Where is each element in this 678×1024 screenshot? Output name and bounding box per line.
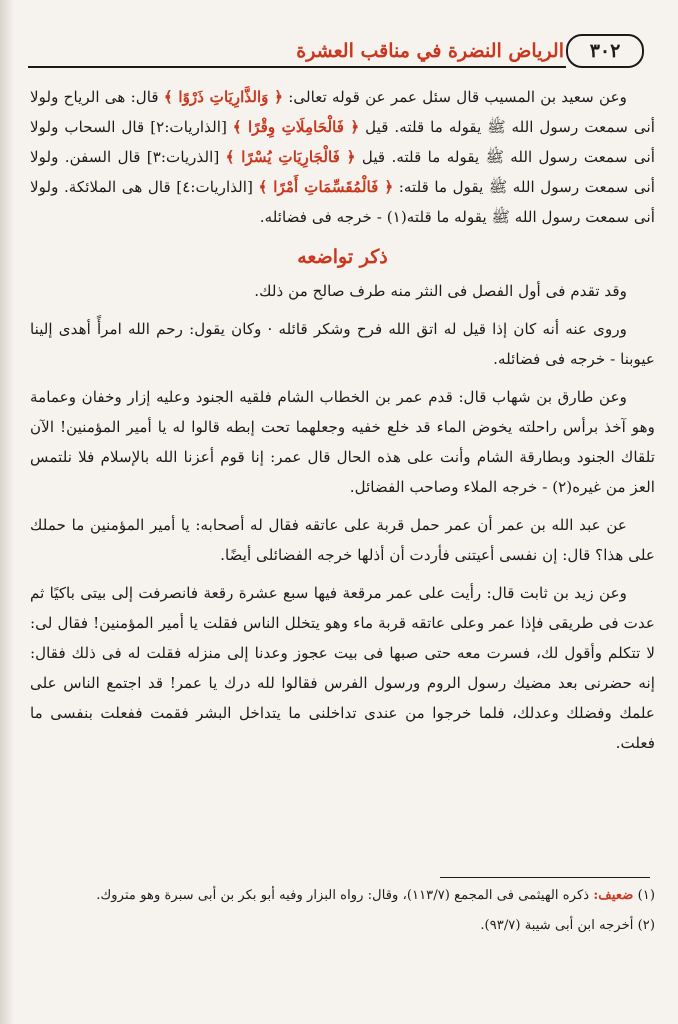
text-segment: قال: هى الرياح ولولا أنى سمعت رسول الله ﷺ يقوله ما قلته. قيل [30,88,655,136]
footnote-text: أخرجه ابن أبى شيبة (٩٣/٧). [480,918,638,933]
paragraph: عن عبد الله بن عمر أن عمر حمل قربة على عاتقه فقال له أصحابه: يا أمير المؤمنين ما حملك على هذا؟ قال: إن نفسى أعيتنى فأردت أن أذلها خرجه الفضائلى أيضًا. [30,516,655,564]
text-segment: وعن سعيد بن المسيب قال سئل عمر عن قوله تعالى: [283,88,627,106]
text-segment: [الذاريات:٤] قال هى الملائكة. ولولا أنى سمعت رسول الله ﷺ يقوله ما قلته(١) - خرجه فى فضائله. [30,178,655,226]
paragraph: وعن زيد بن ثابت قال: رأيت على عمر مرقعة فيها سبع عشرة رقعة فانصرفت إلى بيتى باكيًا ثم عدت فى طريقى فإذا عمر وعلى عاتقه قربة ماء وهو يتخلل الناس فقلت يا أمير المؤمنين! فقال لى: لا تتكلم وأقول لك، فسرت معه حتى صبها فى بيت عجوز وعدنا إلى منزله فقلت له فى ذلك فقال: إنه حضرنى بعد مضيك رسول الروم ورسول الفرس فقالوا لله درك يا عمر! قد اجتمع الناس على علمك وفضلك وعدلك، فلما خرجوا من عندى تداخلنى ما يتداخل البشر فقمت ففعلت بنفسى ما فعلت. [30,584,655,752]
footnote-1 [30,884,655,908]
page-spine-shadow [0,0,14,1024]
quran-verse: ﴿ وَالذَّارِيَاتِ ذَرْوًا ﴾ [163,88,284,106]
running-title: الرياض النضرة في مناقب العشرة [296,40,564,62]
quran-verse: ﴿ فَالْحَامِلَاتِ وِقْرًا ﴾ [232,118,360,136]
page-number: ٣٠٢ [566,34,644,68]
footnote-number: (٢) [637,918,655,933]
page-header [28,34,650,74]
header-rule [28,66,566,68]
paragraph: وروى عنه أنه كان إذا قيل له اتق الله فرح وشكر قائله · وكان يقول: رحم الله امرأً أهدى إلينا عيوبنا - خرجه فى فضائله. [30,320,655,368]
paragraph-dhariyat [30,82,655,232]
text-segment: [الذريات:٣] قال السفن. ولولا أنى سمعت رسول الله ﷺ يقول ما قلته: [30,148,655,196]
footnote-rule [440,877,650,878]
footnote-grade: ضعيف: [593,888,634,903]
page-body [30,82,655,766]
footnote-2 [30,914,655,938]
text-segment: [الذاريات:٢] قال السحاب ولولا أنى سمعت رسول الله ﷺ يقوله ما قلته. قيل [30,118,655,166]
paragraph: وعن طارق بن شهاب قال: قدم عمر بن الخطاب الشام فلقيه الجنود وعليه إزار وخفان وعمامة وهو آخذ برأس راحلته يخوض الماء قد خلع خفيه وجعلهما تحت إبطه قالوا له يا أمير المؤمنين! الآن تلقاك الجنود وبطارقة الشام وأنت على هذه الحال قال عمر: إنا قوم أعزنا الله بالإسلام فلا نلتمس العز من غيره(٢) - خرجه الملاء وصاحب الفضائل. [30,388,655,496]
footnote-number: (١) [637,888,655,903]
paragraph: وقد تقدم فى أول الفصل فى النثر منه طرف صالح من ذلك. [254,282,627,300]
quran-verse: ﴿ فَالْجَارِيَاتِ يُسْرًا ﴾ [225,148,356,166]
section-heading: ذكر تواضعه [297,246,388,268]
footnotes [30,884,655,944]
quran-verse: ﴿ فَالْمُقَسِّمَاتِ أَمْرًا ﴾ [258,178,394,196]
footnote-text: ذكره الهيثمى فى المجمع (١١٣/٧)، وقال: رواه البزار وفيه أبو بكر بن أبى سبرة وهو متروك. [96,888,594,903]
